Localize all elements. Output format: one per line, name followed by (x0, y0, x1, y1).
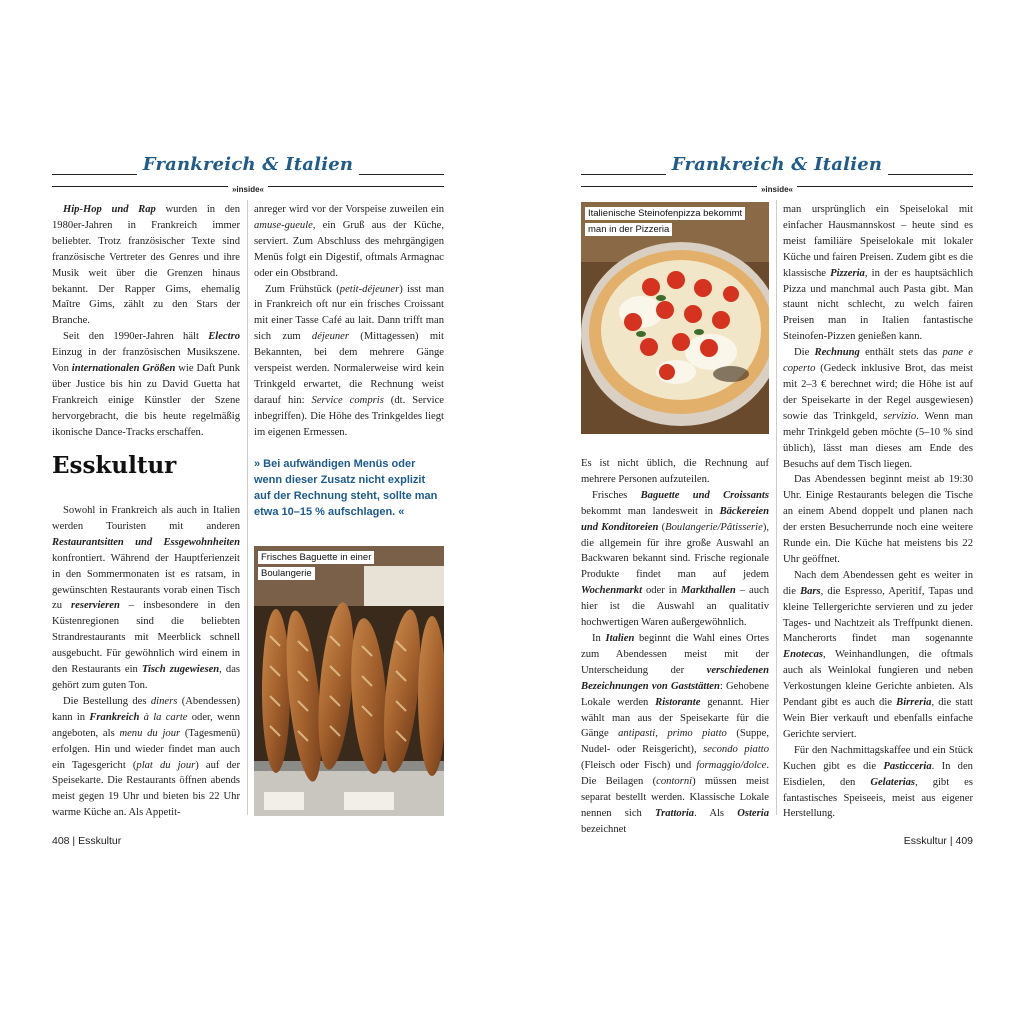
emphasis-run: Pasticceria (883, 760, 932, 772)
text-run: genannt. Hier wählt man aus der Speisekarte für die Gänge (581, 696, 769, 740)
paragraph (254, 282, 444, 441)
text-run: , die Espresso, Aperitif, Tapas und kleine Tellergerichte servieren und zu jeder Tages- und Nachtzeit als Treffpunkt dienen. Mancherorts findet man sogenannte (783, 585, 973, 645)
text-run: (Gedeck inklusive Brot, das meist mit 2–3 € berechnet wird; die Höhe ist auf der Speisekarte in der Regel ausgewiesen) sowie das Trinkgeld, (783, 363, 973, 422)
emphasis-run: Wochenmarkt (581, 585, 643, 597)
text-run: ), die allgemein für ihre große Auswahl an Backwaren bekannt sind. Frische regionale Produkte findet man auf jedem (581, 521, 769, 581)
emphasis-run: verschiedenen Bezeichnungen von Gaststätten (581, 664, 769, 692)
text-run: . In den Eisdielen, den (783, 760, 973, 788)
paragraph (52, 503, 240, 694)
text-run: (Fleisch oder Fisch) und (581, 760, 697, 772)
text-run: , die statt Wein Bier verkauft und ebenfalls einfache Gerichte serviert. (783, 697, 973, 740)
italic-run: Boulangerie/Pâtisserie (665, 521, 763, 533)
paragraph (581, 456, 769, 488)
italic-run: pane e coperto (783, 347, 973, 375)
section-heading: Esskultur (52, 452, 177, 479)
italic-run: diners (150, 695, 178, 707)
page-number: 408 | Esskultur (52, 835, 122, 847)
text-run: Nach dem Abendessen geht es weiter in die (783, 569, 973, 597)
text-run: , in der es hauptsächlich Pizza und manchmal auch Pasta gibt. Man staunt nicht schlecht, zu welch fairen Preisen man in Italien fantastische Steinofen-Pizzen genießen kann. (783, 267, 973, 343)
text-column (52, 202, 240, 441)
text-run: , ein Gruß aus der Küche, serviert. Zum Abschluss des mehrgängigen Menüs folgt ein Digestif, oftmals Armagnac oder ein Obstbrand. (254, 219, 444, 279)
emphasis-run: Osteria (737, 807, 769, 819)
italic-run: petit-déjeuner (339, 283, 400, 295)
emphasis-run: Bars (800, 585, 821, 597)
text-run: anreger wird vor der Vorspeise zuweilen ein (254, 204, 444, 215)
italic-run: contorni (656, 776, 693, 788)
pizza-photo (581, 202, 769, 434)
italic-run: Service compris (311, 394, 384, 406)
text-run: (Suppe, Nudel- oder Reisgericht), (581, 728, 769, 756)
italic-run: secondo piatto (703, 744, 770, 756)
text-run: , Weinhandlungen, die oftmals auch als Weinlokal fungieren und neben Verkostungen kleine Gerichte anbieten. Als Pendant gibt es auch die (783, 649, 973, 709)
paragraph (52, 202, 240, 329)
right-page (581, 150, 973, 860)
text-run: – insbesondere in den Küstenregionen sind die beliebten Strandrestaurants mit Meerblick schnell ausgebucht. Für gewöhnlich wird einem in den Restaurants ein (52, 600, 241, 676)
running-header (581, 150, 973, 194)
emphasis-run: Italien (605, 632, 635, 644)
emphasis-run: Bäckereien und Konditoreien (581, 505, 769, 533)
header-brand: Frankreich & Italien (137, 154, 359, 175)
text-run: (Mittagessen) mit Bekannten, bei dem mehrere Gänge verspeist werden. Normalerweise wird kein Trinkgeld erwartet, die Rechnung weist darauf hin: (254, 331, 444, 406)
emphasis-run: Frankreich (89, 711, 140, 723)
running-header (52, 150, 444, 194)
text-column (254, 202, 444, 441)
paragraph (581, 631, 769, 838)
emphasis-run: Restaurantsitten und Essgewohnheiten (52, 536, 240, 548)
emphasis-run: Pizzeria (830, 267, 865, 279)
emphasis-run: Electro (208, 331, 240, 343)
tip-quote: » Bei aufwändigen Menüs oder wenn dieser Zusatz nicht explizit auf der Rechnung steht, sollte man etwa 10–15 % aufschlagen. « (254, 458, 438, 518)
text-column (52, 503, 240, 821)
italic-run: primo piatto (667, 728, 727, 740)
text-run: Frisches (592, 489, 641, 501)
text-run: wie Daft Punk über Justice bis hin zu David Guetta hat Frankreich einige Künstler der Szene hervorgebracht, die bis heute regelmäßig ikonische Dance-Tracks erschaffen. (52, 363, 241, 438)
paragraph (254, 202, 444, 282)
paragraph (581, 488, 769, 631)
paragraph (783, 743, 973, 823)
emphasis-run: reservieren (71, 600, 120, 612)
emphasis-run: Baguette und Croissants (640, 489, 769, 501)
text-run: Seit den 1990er-Jahren hält (63, 331, 209, 343)
text-column (581, 456, 769, 838)
text-run: Für den Nachmittagskaffee und ein Stück Kuchen gibt es die (783, 744, 973, 772)
text-run: ( (658, 521, 666, 533)
text-run: ) isst man in Frankreich oft nur ein frisches Croissant mit einer Tasse Café au lait. Dann trifft man sich zum (254, 283, 444, 343)
italic-run: servizio (883, 410, 917, 422)
paragraph (783, 345, 973, 472)
text-run: Zum Frühstück ( (265, 283, 340, 295)
column-divider (247, 200, 248, 815)
text-run: , (655, 728, 668, 740)
header-sub: »inside« (228, 185, 268, 194)
text-run: Die Bestellung des (63, 695, 151, 707)
header-sub: »inside« (757, 185, 797, 194)
text-run: (Tagesmenü) erfolgen. Hin und wieder findet man auch ein Tagesgericht ( (52, 727, 241, 771)
text-run: . Wenn man mehr Trinkgeld geben möchte (5–10 % sind üblich), lässt man dieses am Ende des Besuchs auf dem Tisch liegen. (783, 410, 973, 470)
emphasis-run: Enotecas (783, 649, 824, 661)
emphasis-run: Tisch zugewiesen (141, 664, 220, 676)
baguette-photo (254, 546, 444, 816)
text-run: ) müssen meist separat bestellt werden. Klassische Lokale nennen sich (581, 776, 769, 819)
text-run: , gibt es fantastisches Speiseeis, meist aus eigener Herstellung. (783, 776, 973, 820)
text-run: wurden in den 1980er-Jahren in Frankreich immer beliebter. Trotz französischer Texte sind französische Vertreter des Genres und ihre Musik weit über die Grenzen hinaus bekannt. Der Rapper Gims, ehemalig Maître Gims, zählt zu den Stars der Branche. (52, 204, 240, 327)
emphasis-run: Trattoria (655, 807, 695, 819)
photo-caption: Frisches Baguette in einer Boulangerie (258, 550, 374, 582)
text-run: Sowohl in Frankreich als auch in Italien werden Touristen mit anderen (52, 505, 240, 532)
baguette-image (254, 546, 444, 816)
text-run: Das Abendessen beginnt meist ab 19:30 Uhr. Einige Restaurants belegen die Tische an einem Abend doppelt und planen nach der ersten Besucherrunde noch eine weitere Runde ein. Die Küche hat meistens bis 22 Uhr geöffnet. (783, 474, 973, 565)
text-run: . Als (694, 807, 738, 819)
text-run: . Die Beilagen ( (581, 760, 769, 788)
text-run: In (592, 632, 606, 644)
emphasis-run: Ristorante (655, 696, 701, 708)
left-page (52, 150, 444, 860)
text-run: enthält stets das (859, 347, 943, 359)
italic-run: plat du jour (136, 759, 196, 771)
text-run: Es ist nicht üblich, die Rechnung auf mehrere Personen aufzuteilen. (581, 458, 769, 485)
text-run: Die (794, 347, 815, 359)
italic-run: antipasti (618, 728, 656, 740)
column-divider (776, 200, 777, 815)
header-brand: Frankreich & Italien (666, 154, 888, 175)
text-run: ) auf der Speisekarte. Die Restaurants öffnen abends meist gegen 19 Uhr und bieten bis 22 Uhr warme Küche an. Als Appetit- (52, 759, 240, 819)
emphasis-run: internationalen Größen (71, 363, 176, 375)
text-column (783, 202, 973, 822)
text-run: (dt. Service inbegriffen). Die Höhe des Trinkgeldes liegt im eigenen Ermessen. (254, 394, 444, 438)
paragraph (52, 694, 240, 821)
text-run: – auch hier ist die Auswahl an qualitativ hochwertigen Waren außergewöhnlich. (581, 585, 770, 629)
page-number: Esskultur | 409 (903, 835, 973, 847)
italic-run: amuse-gueule (254, 219, 313, 231)
text-run: bezeichnet (581, 823, 627, 835)
italic-run: menu du jour (119, 727, 181, 739)
photo-caption: Italienische Steinofenpizza bekommt man in der Pizzeria (585, 206, 745, 238)
paragraph (783, 568, 973, 743)
italic-run: à la carte (143, 711, 188, 723)
emphasis-run: Rechnung (814, 347, 860, 359)
emphasis-run: Gelaterias (870, 776, 916, 788)
text-run: bekommt man landesweit in (581, 505, 720, 517)
text-run: : Gehobene Lokale werden (581, 680, 769, 708)
text-run: man ursprünglich ein Speiselokal mit einfacher Hausmannskost – heute sind es meist familiäre Speiselokale mit lokaler Küche und fairen Preisen. Zudem gibt es die klassische (783, 204, 973, 279)
text-run: Einzug in der französischen Musikszene. Von (52, 347, 240, 375)
text-run: , das gehört zum guten Ton. (52, 664, 241, 691)
emphasis-run: Birreria (896, 697, 932, 709)
text-run: (Abendessen) kann in (52, 695, 240, 723)
text-run: oder, wenn angeboten, als (52, 711, 241, 739)
text-run: konfrontiert. Während der Hauptferienzeit in den Sommermonaten ist es ratsam, in gewünschten Restaurants vorab einen Tisch zu (52, 552, 240, 612)
text-run: beginnt die Wahl eines Ortes zum Abendessen meist mit der Unterscheidung der (581, 632, 769, 676)
italic-run: formaggio/dolce (696, 760, 767, 772)
paragraph (783, 472, 973, 567)
emphasis-run: Hip-Hop und Rap (63, 204, 156, 215)
text-run: oder in (642, 585, 682, 597)
paragraph (52, 329, 240, 440)
italic-run: déjeuner (311, 331, 349, 343)
paragraph (783, 202, 973, 345)
emphasis-run: Markthallen (681, 585, 736, 597)
